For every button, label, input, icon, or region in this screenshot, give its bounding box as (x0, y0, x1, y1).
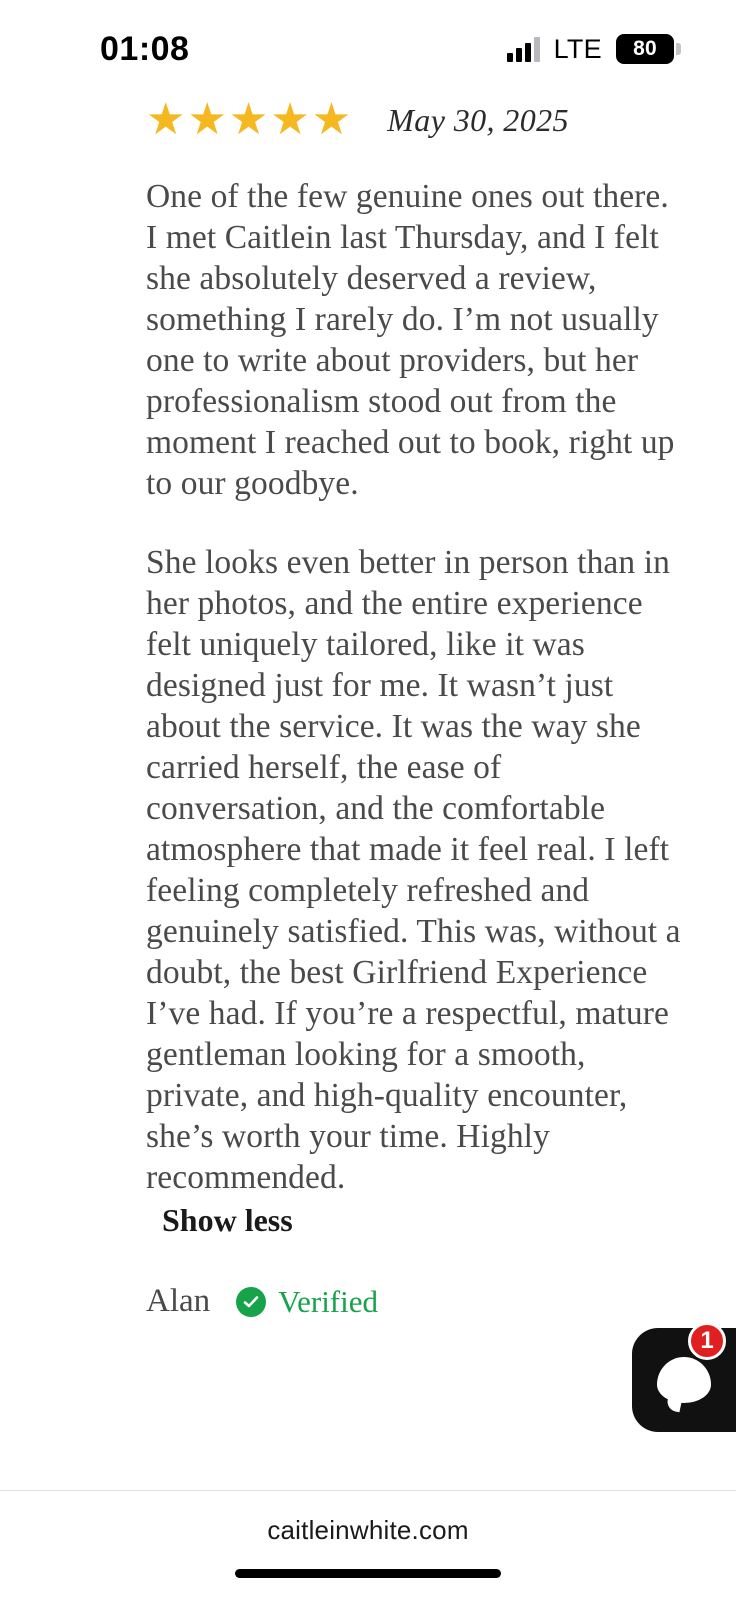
signal-bars-icon (507, 36, 540, 62)
status-badge (236, 1284, 378, 1320)
review-footer (146, 1283, 688, 1320)
review-paragraph: One of the few genuine ones out there. I met Caitlein last Thursday, and I felt she absolutely deserved a review, something I rarely do. I’m not usually one to write about providers, but her professionalism stood out from the moment I reached out to book, right up to our goodbye. (146, 178, 675, 502)
home-indicator[interactable] (235, 1569, 501, 1578)
review-header (146, 95, 688, 144)
network-type-label: LTE (553, 33, 602, 64)
url-label[interactable]: caitleinwhite.com (267, 1515, 469, 1545)
browser-bottom-bar (0, 1490, 736, 1600)
chat-widget-button[interactable] (632, 1328, 736, 1432)
review-paragraph: She looks even better in person than in her photos, and the entire experience felt uniquely tailored, like it was designed just for me. It wasn’t just about the service. It was the way she carried herself, the ease of conversation, and the comfortable atmosphere that made it feel real. I left feeling completely refreshed and genuinely satisfied. This was, without a doubt, the best Girlfriend Experience I’ve had. If you’re a respectful, mature gentleman looking for a smooth, private, and high-quality encounter, she’s worth your time. Highly recommended. (146, 544, 681, 1196)
chat-bubble-icon (657, 1357, 711, 1403)
review-card (0, 92, 736, 1490)
star-rating-icon: ★★★★★ (146, 95, 354, 144)
battery-icon (616, 34, 674, 64)
status-time: 01:08 (100, 29, 190, 68)
reviewer-name: Alan (146, 1283, 211, 1319)
check-circle-icon (236, 1287, 266, 1317)
battery-level-label: 80 (633, 37, 657, 60)
review-text (146, 176, 688, 1198)
verified-label: Verified (278, 1283, 378, 1319)
status-bar (0, 0, 736, 92)
chat-unread-badge: 1 (688, 1322, 726, 1360)
status-indicators (507, 34, 674, 65)
show-less-button[interactable]: Show less (162, 1202, 293, 1238)
review-date: May 30, 2025 (387, 101, 569, 138)
